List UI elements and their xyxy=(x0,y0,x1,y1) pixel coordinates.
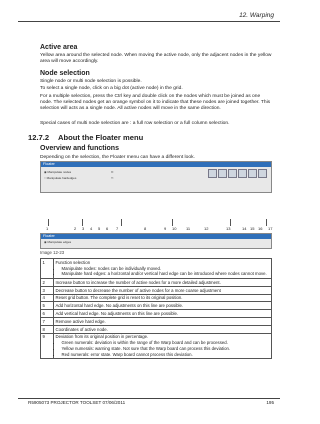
callout-15: 15 xyxy=(250,226,255,231)
row-text: Reset grid button. The complete grid is reset to its original position. xyxy=(55,295,183,301)
row-description xyxy=(54,310,272,318)
table-row xyxy=(41,333,272,359)
table-row xyxy=(41,286,272,294)
row-number: 7 xyxy=(41,317,54,325)
bullet-item: • Manipulate hard edges: a horizontal and/or vertical hard edge can be introduced where nodes cannot move. xyxy=(62,271,270,276)
callout-2: 2 xyxy=(74,226,77,231)
floater-title-bar: Floater xyxy=(41,162,271,167)
function-option-hardedges-2[interactable]: ◉ Manipulate edges xyxy=(44,240,72,244)
callout-1: 1 xyxy=(46,226,49,231)
row-bullets xyxy=(56,266,270,277)
callout-12: 12 xyxy=(204,226,209,231)
row-description xyxy=(54,333,272,359)
row-text: Decrease button to decrease the number of active nodes for a more coarse adjustment xyxy=(55,287,221,293)
callout-3: 3 xyxy=(82,226,85,231)
function-option-label: Manipulate edges xyxy=(47,240,72,244)
callout-11: 11 xyxy=(186,226,191,231)
callout-9: 9 xyxy=(164,226,167,231)
overview-intro: Depending on the selection, the Floater menu can have a different look. xyxy=(40,155,195,160)
callout-10: 10 xyxy=(172,226,177,231)
floater-toolbar xyxy=(208,169,267,178)
row-text: Coordinates of active node. xyxy=(55,326,108,332)
node-selection-line-2: To select a single node, click on a big dot (active node) in the grid. xyxy=(40,86,183,91)
function-option-hardedges[interactable]: ○ Manipulate hardedges xyxy=(44,176,77,180)
row-description xyxy=(54,278,272,286)
decrease-button[interactable] xyxy=(218,169,227,178)
table-row xyxy=(41,294,272,302)
table-row xyxy=(41,310,272,318)
node-selection-line-4: Special cases of multi node selection are : a full row selection or a full column selection. xyxy=(40,121,230,126)
section-title: About the Floater menu xyxy=(58,133,144,142)
function-option-nodes[interactable]: ◉ Manipulate nodes xyxy=(44,170,72,174)
callout-16: 16 xyxy=(258,226,263,231)
row-number: 1 xyxy=(41,259,54,279)
row-number: 4 xyxy=(41,294,54,302)
section-number: 12.7.2 xyxy=(28,133,50,142)
row-description xyxy=(54,286,272,294)
row-description xyxy=(54,302,272,310)
table-row xyxy=(41,278,272,286)
function-option-label: Manipulate nodes xyxy=(47,170,72,174)
table-row xyxy=(41,317,272,325)
coord-x-label: X: xyxy=(111,170,114,174)
floater-window-1 xyxy=(40,161,272,193)
table-row xyxy=(41,302,272,310)
node-selection-line-1: Single node or multi node selection is possible. xyxy=(40,79,142,84)
node-selection-line-3: For a multiple selection, press the Ctrl key and double click on the nodes which must be joined as one node. The selected nodes get an orange symbol on it to indicate that these nodes are joined together. This selection will acts as a single node. All active nodes will move in the same direction. xyxy=(40,94,271,112)
bullet-item: • Yellow numerals: warning state. Not sure that the Warp board can process this deviation. xyxy=(62,346,270,351)
row-description xyxy=(54,317,272,325)
footer-doc-id: R5905073 PROJECTOR TOOLSET 07/06/2011 xyxy=(28,400,126,405)
node-selection-heading: Node selection xyxy=(40,70,90,77)
row-text: Remove active hard edge. xyxy=(55,318,106,324)
floater-title-bar-2: Floater xyxy=(41,234,271,239)
bullet-item: • Manipulate nodes: nodes can be individually moved. xyxy=(62,266,270,271)
callout-8: 8 xyxy=(144,226,147,231)
remove-edge-button[interactable] xyxy=(258,169,267,178)
row-description xyxy=(54,259,272,279)
floater-window-2 xyxy=(40,233,272,249)
callout-numbers xyxy=(46,226,276,232)
active-area-heading: Active area xyxy=(40,44,78,51)
add-vertical-edge-button[interactable] xyxy=(248,169,257,178)
callout-14: 14 xyxy=(242,226,247,231)
row-text: Add vertical hard edge. No adjustments on this line are possible. xyxy=(55,310,179,316)
reset-grid-button[interactable] xyxy=(228,169,237,178)
function-option-label: Manipulate hardedges xyxy=(46,176,77,180)
row-text: Function selection xyxy=(55,259,91,265)
row-text: Increase button to increase the number of active nodes for a more detailed adjustment. xyxy=(55,279,221,285)
row-number: 8 xyxy=(41,325,54,333)
callout-13: 13 xyxy=(226,226,231,231)
header-rule xyxy=(18,21,280,22)
callout-6: 6 xyxy=(106,226,109,231)
bullet-item: • Red numerals: error state. Warp board cannot process this deviation. xyxy=(62,352,270,357)
overview-heading: Overview and functions xyxy=(40,145,119,152)
row-number: 3 xyxy=(41,286,54,294)
callout-5: 5 xyxy=(98,226,101,231)
callout-7: 7 xyxy=(116,226,119,231)
row-bullets xyxy=(56,340,270,357)
callout-4: 4 xyxy=(90,226,93,231)
table-row xyxy=(41,259,272,279)
row-number: 5 xyxy=(41,302,54,310)
chapter-header: 12. Warping xyxy=(239,12,274,19)
row-number: 6 xyxy=(41,310,54,318)
coord-y-label: Y: xyxy=(111,176,114,180)
footer-rule xyxy=(18,398,280,399)
table-row xyxy=(41,325,272,333)
increase-button[interactable] xyxy=(208,169,217,178)
row-description xyxy=(54,325,272,333)
active-area-text: Yellow area around the selected node. When moving the active node, only the adjacent nodes in the yellow area will move accordingly. xyxy=(40,53,272,65)
row-number: 2 xyxy=(41,278,54,286)
page-number: 195 xyxy=(266,400,274,405)
add-horizontal-edge-button[interactable] xyxy=(238,169,247,178)
row-description xyxy=(54,294,272,302)
bullet-item: • Green numerals: deviation is within the range of the Warp board and can be processed. xyxy=(62,340,270,345)
function-table xyxy=(40,258,272,359)
row-text: Add horizontal hard edge. No adjustments on this line are possible. xyxy=(55,303,184,309)
callout-17: 17 xyxy=(268,226,273,231)
image-caption: Image 12-23 xyxy=(40,250,65,255)
row-number: 9 xyxy=(41,333,54,359)
row-text: Deviation from its original position in percentage. xyxy=(55,334,149,340)
